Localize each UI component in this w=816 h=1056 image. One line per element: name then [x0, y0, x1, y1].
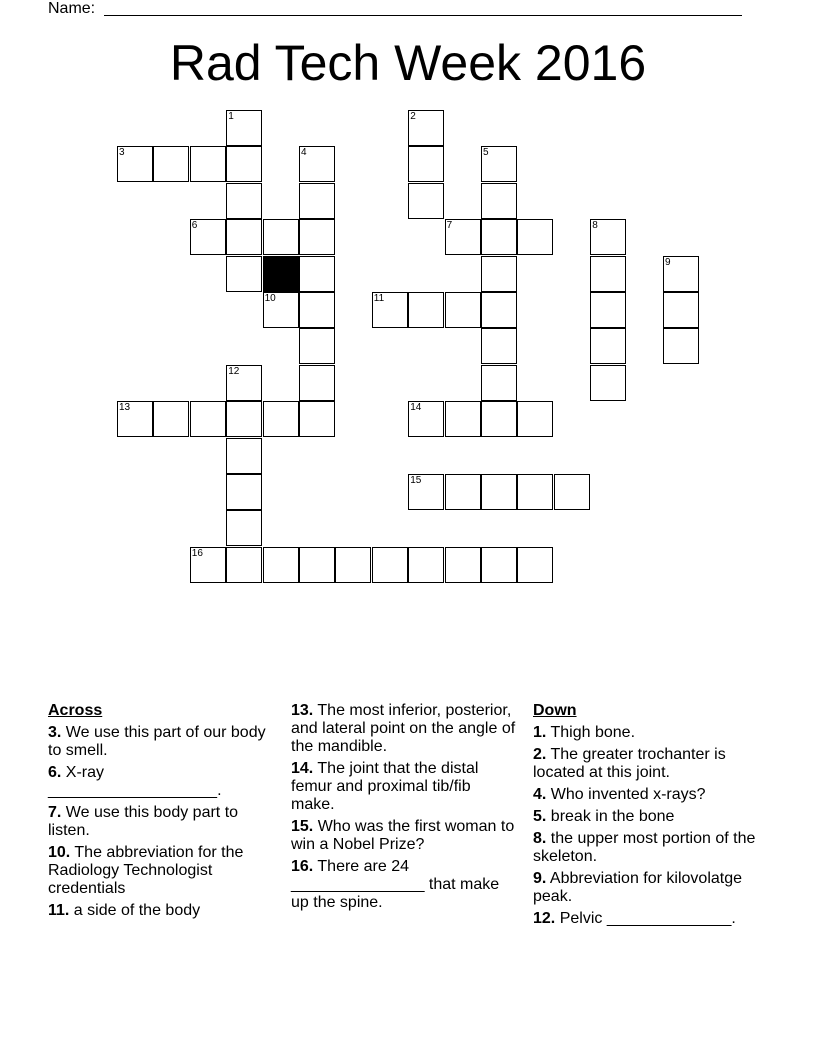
across-clues-col1	[48, 702, 278, 924]
grid-cell[interactable]	[554, 474, 590, 510]
grid-cell[interactable]	[481, 328, 517, 364]
grid-cell[interactable]	[481, 365, 517, 401]
cell-number: 7	[446, 220, 453, 232]
grid-cell[interactable]	[117, 401, 153, 437]
grid-cell[interactable]	[299, 547, 335, 583]
grid-cell[interactable]	[299, 328, 335, 364]
across-heading: Across	[48, 702, 103, 719]
down-clues-col	[533, 702, 763, 932]
clue-down-8: 8. the upper most portion of the skeleton.	[533, 830, 756, 865]
name-label: Name:	[48, 0, 96, 17]
grid-cell[interactable]	[517, 219, 553, 255]
cell-number: 2	[410, 111, 416, 122]
grid-cell[interactable]	[299, 401, 335, 437]
grid-cell[interactable]	[663, 292, 699, 328]
grid-cell[interactable]	[408, 110, 444, 146]
grid-cell[interactable]	[517, 547, 553, 583]
cell-number: 4	[301, 147, 307, 159]
grid-cell[interactable]	[190, 547, 226, 583]
grid-cell[interactable]	[445, 401, 481, 437]
grid-cell[interactable]	[226, 365, 262, 401]
grid-cell[interactable]	[408, 474, 444, 510]
grid-cell[interactable]	[190, 219, 226, 255]
clue-across-10: 10. The abbreviation for the Radiology Technologist credentials	[48, 844, 244, 897]
cell-number: 9	[665, 256, 671, 268]
grid-cell[interactable]	[481, 256, 517, 292]
grid-cell[interactable]	[226, 474, 262, 510]
grid-cell[interactable]	[517, 401, 553, 437]
grid-cell[interactable]	[117, 146, 153, 182]
grid-cell[interactable]	[226, 146, 262, 182]
grid-cell[interactable]	[226, 510, 262, 546]
cell-number: 8	[592, 220, 598, 232]
grid-cell[interactable]	[408, 146, 444, 182]
grid-cell[interactable]	[590, 365, 626, 401]
grid-cell[interactable]	[481, 183, 517, 219]
cell-number: 1	[228, 111, 234, 122]
clue-across-16: 16. There are 24 _______________ that make up the spine.	[291, 858, 500, 911]
black-square	[263, 256, 299, 292]
grid-cell[interactable]	[590, 219, 626, 255]
grid-cell[interactable]	[263, 219, 299, 255]
grid-cell[interactable]	[226, 256, 262, 292]
cell-number: 12	[228, 365, 240, 377]
grid-cell[interactable]	[481, 146, 517, 182]
grid-cell[interactable]	[663, 256, 699, 292]
grid-cell[interactable]	[263, 401, 299, 437]
cell-number: 15	[410, 475, 422, 486]
clue-across-11: 11. a side of the body	[48, 902, 201, 919]
clue-down-5: 5. break in the bone	[533, 808, 675, 825]
cell-number: 3	[119, 147, 125, 159]
grid-cell[interactable]	[481, 292, 517, 328]
cell-number: 14	[410, 402, 422, 414]
grid-cell[interactable]	[445, 219, 481, 255]
grid-cell[interactable]	[590, 256, 626, 292]
grid-cell[interactable]	[190, 146, 226, 182]
grid-cell[interactable]	[481, 474, 517, 510]
grid-cell[interactable]	[372, 547, 408, 583]
cell-number: 11	[373, 293, 385, 304]
grid-cell[interactable]	[445, 547, 481, 583]
grid-cell[interactable]	[153, 401, 189, 437]
down-heading: Down	[533, 702, 577, 719]
grid-cell[interactable]	[226, 183, 262, 219]
grid-cell[interactable]	[372, 292, 408, 328]
grid-cell[interactable]	[408, 292, 444, 328]
clue-down-2: 2. The greater trochanter is located at this joint.	[533, 746, 726, 781]
puzzle-title: Rad Tech Week 2016	[169, 35, 647, 91]
cell-number: 6	[191, 220, 198, 232]
grid-cell[interactable]	[408, 183, 444, 219]
clue-across-6: 6. X-ray ___________________.	[48, 764, 222, 799]
grid-cell[interactable]	[590, 328, 626, 364]
grid-cell[interactable]	[299, 292, 335, 328]
grid-cell[interactable]	[445, 292, 481, 328]
clue-down-9: 9. Abbreviation for kilovolatge peak.	[533, 870, 743, 905]
grid-cell[interactable]	[481, 401, 517, 437]
grid-cell[interactable]	[408, 401, 444, 437]
cell-number: 13	[119, 402, 131, 414]
grid-cell[interactable]	[263, 547, 299, 583]
grid-cell[interactable]	[263, 292, 299, 328]
clue-down-4: 4. Who invented x-rays?	[533, 786, 706, 803]
clue-down-12: 12. Pelvic ______________.	[533, 910, 736, 927]
grid-cell[interactable]	[663, 328, 699, 364]
across-clues-col2	[291, 702, 517, 916]
grid-cell[interactable]	[299, 219, 335, 255]
clue-across-14: 14. The joint that the distal femur and proximal tib/fib make.	[291, 760, 479, 813]
grid-cell[interactable]	[299, 183, 335, 219]
grid-cell[interactable]	[445, 474, 481, 510]
cell-number: 5	[483, 147, 489, 159]
cell-number: 16	[191, 547, 203, 559]
grid-cell[interactable]	[299, 146, 335, 182]
cell-number: 10	[264, 293, 276, 304]
grid-cell[interactable]	[517, 474, 553, 510]
grid-cell[interactable]	[226, 401, 262, 437]
grid-cell[interactable]	[226, 547, 262, 583]
grid-cell[interactable]	[226, 438, 262, 474]
clue-down-1: 1. Thigh bone.	[533, 724, 636, 741]
grid-cell[interactable]	[481, 547, 517, 583]
clue-across-7: 7. We use this body part to listen.	[48, 804, 239, 839]
grid-cell[interactable]	[590, 292, 626, 328]
grid-cell[interactable]	[190, 401, 226, 437]
grid-cell[interactable]	[226, 110, 262, 146]
grid-cell[interactable]	[408, 547, 444, 583]
grid-cell[interactable]	[153, 146, 189, 182]
grid-cell[interactable]	[335, 547, 371, 583]
grid-cell[interactable]	[299, 256, 335, 292]
grid-cell[interactable]	[299, 365, 335, 401]
grid-cell[interactable]	[226, 219, 262, 255]
clue-across-15: 15. Who was the first woman to win a Nobel Prize?	[291, 818, 515, 853]
clue-across-3: 3. We use this part of our body to smell.	[48, 724, 266, 759]
clue-across-13: 13. The most inferior, posterior, and lateral point on the angle of the mandible.	[291, 702, 516, 755]
grid-cell[interactable]	[481, 219, 517, 255]
